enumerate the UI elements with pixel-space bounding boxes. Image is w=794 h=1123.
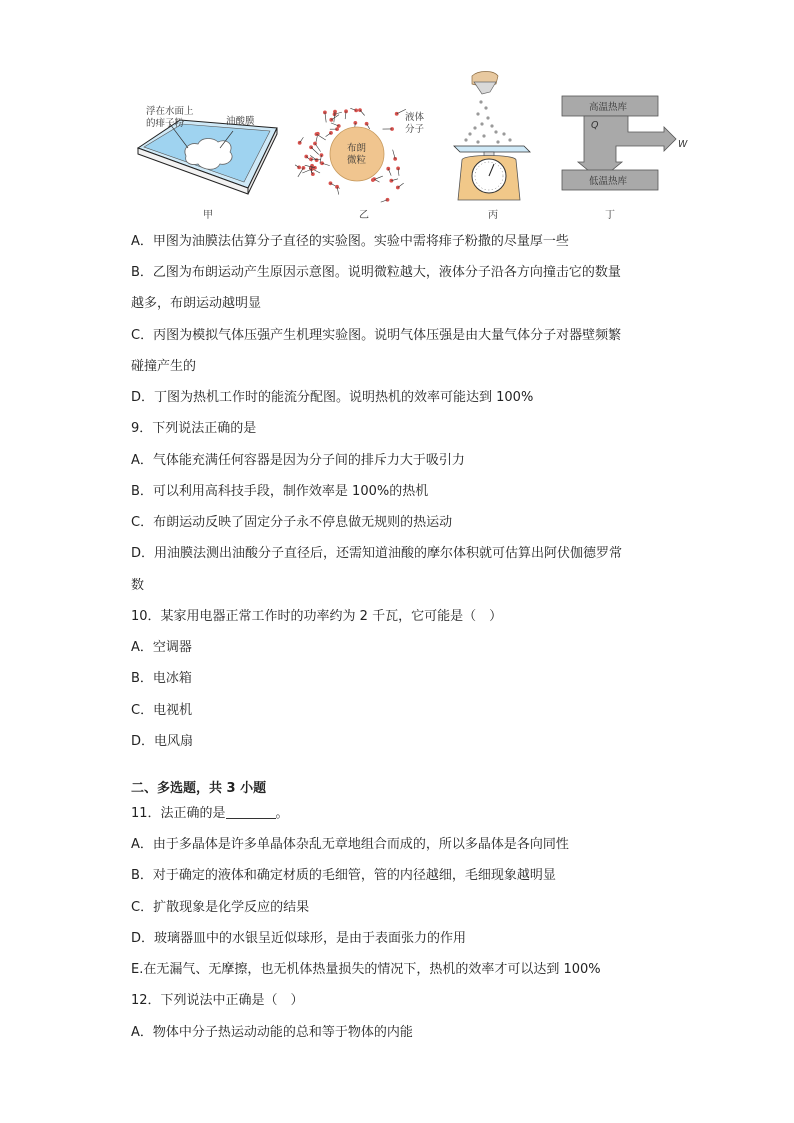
option-9b: B．可以利用高科技手段，制作效率是 100%的热机 <box>131 484 429 499</box>
heat-engine-energy-flow <box>558 68 700 206</box>
brownian-motion-illustration <box>295 68 435 206</box>
liquid-molecule <box>298 141 302 145</box>
option-11d: D．玻璃器皿中的水银呈近似球形，是由于表面张力的作用 <box>131 931 467 946</box>
option-11b: B．对于确定的液体和确定材质的毛细管，管的内径越细，毛细现象越明显 <box>131 868 556 883</box>
option-8a: A．甲图为油膜法估算分子直径的实验图。实验中需将痱子粉撒的尽量厚一些 <box>131 234 569 249</box>
option-8d: D．丁图为热机工作时的能流分配图。说明热机的效率可能达到 100% <box>131 390 534 405</box>
liquid-molecule <box>337 124 341 128</box>
option-10c: C．电视机 <box>131 703 193 718</box>
option-9d-line2: 数 <box>131 578 145 593</box>
liquid-molecule <box>329 131 333 135</box>
question-11 <box>131 805 289 823</box>
option-9c: C．布朗运动反映了固定分子永不停息做无规则的热运动 <box>131 515 453 530</box>
caption-ding: 丁 <box>605 210 615 221</box>
option-10b: B．电冰箱 <box>131 671 192 686</box>
figure-ding <box>558 68 700 221</box>
question-11-suffix: 。 <box>275 806 289 821</box>
option-11e: E.在无漏气、无摩擦，也无机体热量损失的情况下，热机的效率才可以达到 100% <box>131 962 601 977</box>
q-label: Q <box>591 120 599 131</box>
velocity-arrow <box>295 163 299 167</box>
oil-film-label: 油酸膜 <box>226 116 255 127</box>
option-8b-line2: 越多，布朗运动越明显 <box>131 296 262 311</box>
brownian-particle <box>330 127 384 181</box>
particle-label-1: 布朗 <box>347 143 367 154</box>
liquid-molecule <box>389 179 393 183</box>
question-11-prefix: 11．法正确的是 <box>131 806 226 821</box>
option-11a: A．由于多晶体是许多单晶体杂乱无章地组合而成的，所以多晶体是各向同性 <box>131 837 569 852</box>
liquid-molecule <box>302 166 306 170</box>
option-11c: C．扩散现象是化学反应的结果 <box>131 900 310 915</box>
question-12: 12．下列说法中正确是（ ） <box>131 993 304 1008</box>
liquid-molecule <box>297 165 301 169</box>
liquid-molecule <box>315 132 319 136</box>
figure-row <box>130 68 700 223</box>
liquid-molecule <box>329 118 333 122</box>
question-9: 9．下列说法正确的是 <box>131 421 257 436</box>
velocity-arrow <box>331 123 339 126</box>
caption-bing: 丙 <box>488 210 498 221</box>
falling-beans <box>464 100 511 143</box>
velocity-arrow <box>326 133 331 137</box>
option-9a: A．气体能充满任何容器是因为分子间的排斥力大于吸引力 <box>131 453 465 468</box>
figure-jia <box>130 68 280 221</box>
velocity-arrow <box>315 144 321 152</box>
option-8b-line1: B．乙图为布朗运动产生原因示意图。说明微粒越大，液体分子沿各方向撞击它的数量 <box>131 265 621 280</box>
velocity-arrow <box>311 147 319 154</box>
pressure-scale-illustration <box>448 68 538 206</box>
option-10d: D．电风扇 <box>131 734 194 749</box>
liquid-label-2: 分子 <box>405 124 425 135</box>
question-10: 10．某家用电器正常工作时的功率约为 2 千瓦，它可能是（ ） <box>131 609 503 624</box>
liquid-label-1: 液体 <box>405 112 425 123</box>
caption-yi: 乙 <box>359 210 369 221</box>
figure-bing <box>448 68 538 221</box>
w-label: W <box>678 139 688 150</box>
figure-yi <box>295 68 435 221</box>
caption-jia: 甲 <box>203 210 213 221</box>
hot-reservoir-label: 高温热库 <box>589 102 628 113</box>
velocity-arrow <box>316 134 325 140</box>
velocity-arrow <box>302 169 311 173</box>
option-8c-line2: 碰撞产生的 <box>131 359 197 374</box>
cold-reservoir-label: 低温热库 <box>589 176 628 187</box>
option-8c-line1: C．丙图为模拟气体压强产生机理实验图。说明气体压强是由大量气体分子对器壁频繁 <box>131 328 622 343</box>
answer-blank <box>226 805 276 819</box>
velocity-arrow <box>398 183 404 187</box>
option-9d-line1: D．用油膜法测出油酸分子直径后，还需知道油酸的摩尔体积就可估算出阿伏伽德罗常 <box>131 546 623 561</box>
option-10a: A．空调器 <box>131 640 192 655</box>
option-12a: A．物体中分子热运动动能的总和等于物体的内能 <box>131 1025 413 1040</box>
particle-label-2: 微粒 <box>347 155 367 166</box>
powder-label-2: 的痱子粉 <box>146 118 185 129</box>
section-heading-multiple-choice: 二、多选题，共 3 小题 <box>131 781 267 796</box>
powder-label-1: 浮在水面上 <box>146 106 194 117</box>
oil-film-tray-illustration <box>130 68 280 206</box>
velocity-arrow <box>360 110 365 115</box>
velocity-arrow <box>300 137 304 143</box>
